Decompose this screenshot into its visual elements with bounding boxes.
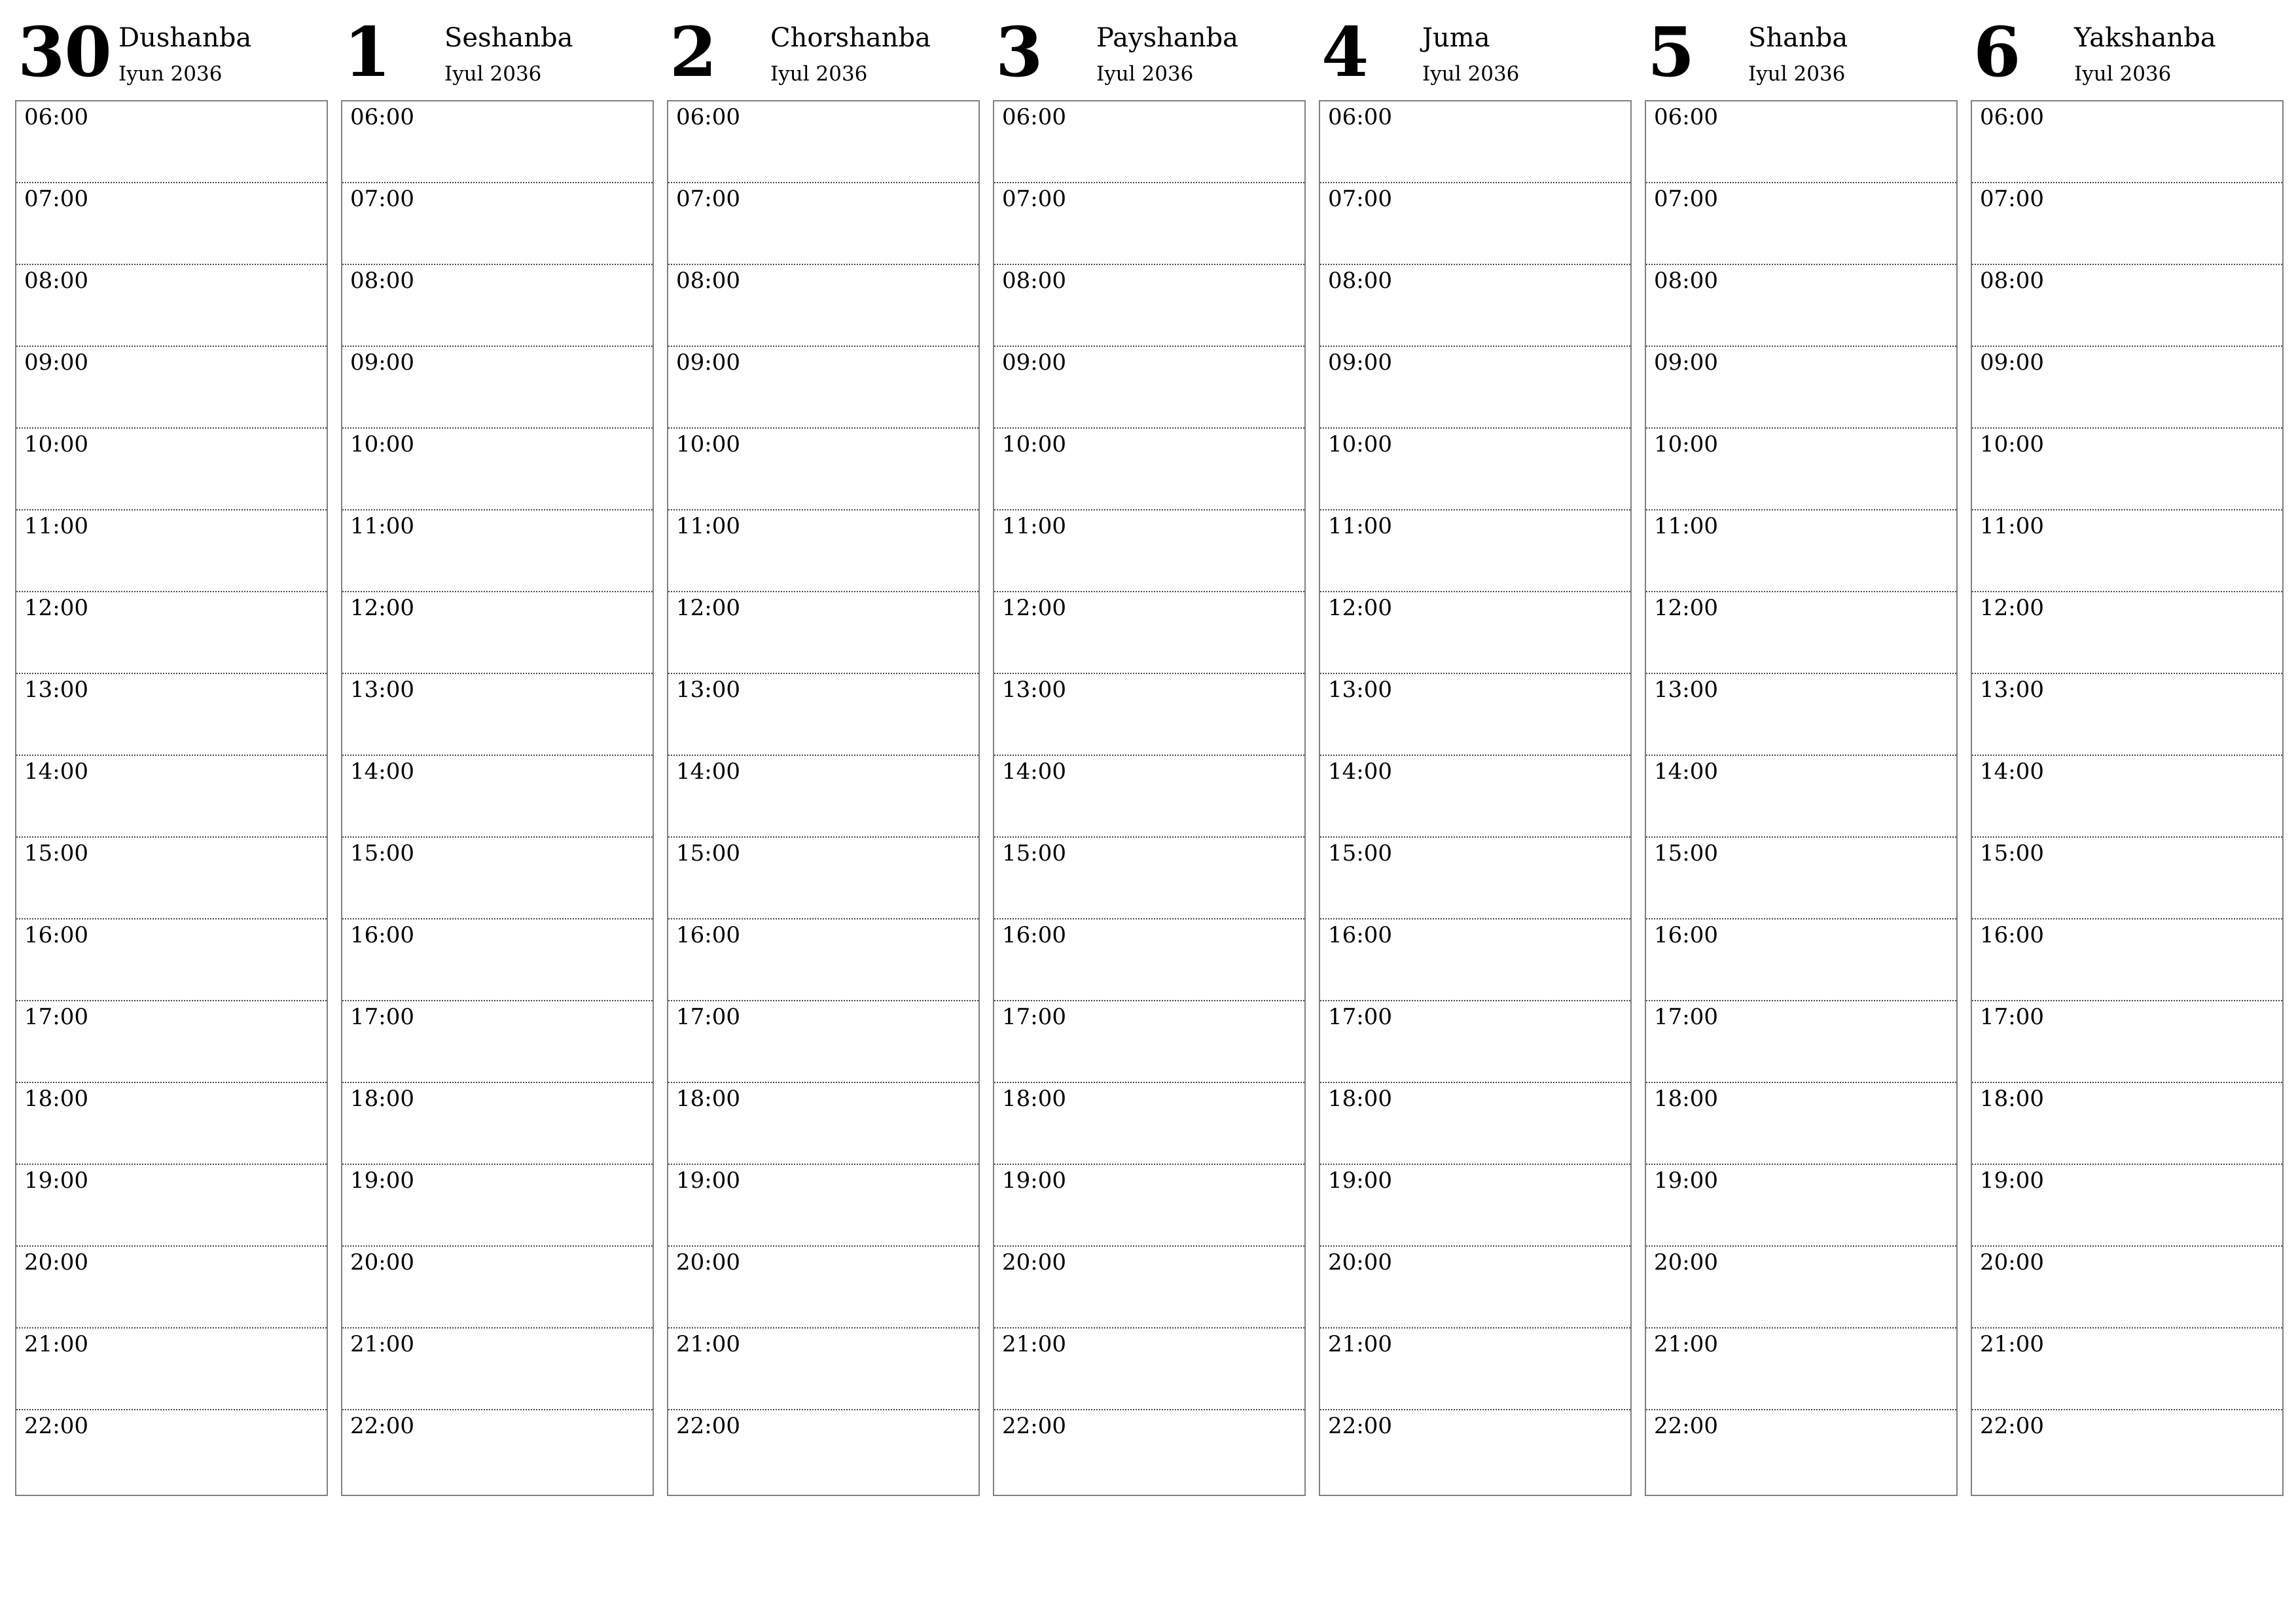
time-slot xyxy=(668,1083,978,1165)
weekday-name: Yakshanba xyxy=(2074,23,2216,53)
time-label: 15:00 xyxy=(1980,840,2044,866)
day-number: 3 xyxy=(996,12,1043,92)
time-slot xyxy=(668,1001,978,1083)
time-slot xyxy=(1972,1410,2282,1492)
time-slot xyxy=(1972,1247,2282,1329)
day-column xyxy=(1645,0,1958,1439)
time-label: 17:00 xyxy=(24,1004,88,1030)
time-label: 13:00 xyxy=(676,677,740,703)
time-slot xyxy=(1972,919,2282,1001)
time-slot xyxy=(16,674,327,756)
time-label: 22:00 xyxy=(350,1413,414,1439)
time-slot xyxy=(1646,1247,1956,1329)
time-label: 10:00 xyxy=(1980,431,2044,457)
day-schedule-box xyxy=(993,100,1306,1496)
time-slot xyxy=(16,1083,327,1165)
time-label: 07:00 xyxy=(350,186,414,212)
time-slot xyxy=(16,592,327,674)
time-slot xyxy=(1972,1001,2282,1083)
time-slot xyxy=(1646,1329,1956,1410)
month-year: Iyul 2036 xyxy=(444,62,542,86)
month-year: Iyul 2036 xyxy=(1422,62,1520,86)
time-slot xyxy=(342,756,653,838)
time-label: 21:00 xyxy=(676,1331,740,1357)
time-label: 12:00 xyxy=(24,595,88,621)
time-slot xyxy=(1320,756,1630,838)
time-slot xyxy=(16,838,327,919)
time-slot xyxy=(668,838,978,919)
time-slot xyxy=(1646,347,1956,429)
time-label: 17:00 xyxy=(1328,1004,1392,1030)
time-label: 16:00 xyxy=(1654,922,1718,948)
day-number: 6 xyxy=(1973,12,2020,92)
time-label: 08:00 xyxy=(350,268,414,294)
time-slot xyxy=(994,1410,1304,1492)
time-label: 11:00 xyxy=(1002,513,1066,539)
time-label: 13:00 xyxy=(1654,677,1718,703)
time-slot xyxy=(342,1329,653,1410)
time-slot xyxy=(16,101,327,183)
time-slot xyxy=(342,101,653,183)
time-slot xyxy=(16,1247,327,1329)
day-header xyxy=(1645,0,1958,100)
time-label: 09:00 xyxy=(1328,349,1392,376)
time-slot xyxy=(1320,592,1630,674)
time-slot xyxy=(342,838,653,919)
time-label: 06:00 xyxy=(1328,104,1392,130)
time-slot xyxy=(1646,1165,1956,1247)
time-label: 17:00 xyxy=(1002,1004,1066,1030)
time-slot xyxy=(994,347,1304,429)
time-label: 21:00 xyxy=(1654,1331,1718,1357)
time-label: 06:00 xyxy=(1654,104,1718,130)
time-slot xyxy=(1320,1001,1630,1083)
time-label: 14:00 xyxy=(1002,758,1066,785)
time-slot xyxy=(16,1329,327,1410)
time-label: 07:00 xyxy=(1980,186,2044,212)
day-column xyxy=(341,0,654,1439)
time-label: 14:00 xyxy=(350,758,414,785)
time-label: 12:00 xyxy=(676,595,740,621)
time-label: 09:00 xyxy=(24,349,88,376)
day-number: 5 xyxy=(1647,12,1695,92)
time-slot xyxy=(668,1165,978,1247)
time-label: 20:00 xyxy=(24,1249,88,1275)
time-label: 17:00 xyxy=(1654,1004,1718,1030)
time-label: 13:00 xyxy=(1328,677,1392,703)
day-column xyxy=(993,0,1306,1439)
time-slot xyxy=(994,429,1304,510)
time-slot xyxy=(1646,919,1956,1001)
time-label: 13:00 xyxy=(1002,677,1066,703)
time-label: 19:00 xyxy=(676,1168,740,1194)
day-number: 4 xyxy=(1321,12,1369,92)
month-year: Iyul 2036 xyxy=(1096,62,1194,86)
time-slot xyxy=(994,756,1304,838)
time-label: 22:00 xyxy=(676,1413,740,1439)
time-label: 19:00 xyxy=(1980,1168,2044,1194)
time-label: 09:00 xyxy=(1002,349,1066,376)
time-slot xyxy=(1646,838,1956,919)
time-slot xyxy=(1320,1329,1630,1410)
time-slot xyxy=(1646,510,1956,592)
time-slot xyxy=(16,756,327,838)
time-label: 15:00 xyxy=(24,840,88,866)
time-label: 15:00 xyxy=(1654,840,1718,866)
time-label: 11:00 xyxy=(350,513,414,539)
time-slot xyxy=(1646,183,1956,265)
day-number: 30 xyxy=(18,12,111,92)
time-label: 06:00 xyxy=(350,104,414,130)
time-label: 18:00 xyxy=(1980,1086,2044,1112)
time-label: 07:00 xyxy=(1654,186,1718,212)
time-slot xyxy=(342,183,653,265)
time-slot xyxy=(1320,674,1630,756)
time-label: 11:00 xyxy=(24,513,88,539)
time-slot xyxy=(342,1083,653,1165)
day-schedule-box xyxy=(341,100,654,1496)
day-column xyxy=(1971,0,2284,1439)
time-label: 11:00 xyxy=(1980,513,2044,539)
time-label: 15:00 xyxy=(676,840,740,866)
time-label: 16:00 xyxy=(1328,922,1392,948)
time-slot xyxy=(1972,347,2282,429)
time-slot xyxy=(1646,674,1956,756)
time-label: 14:00 xyxy=(1654,758,1718,785)
day-schedule-box xyxy=(15,100,328,1496)
weekday-name: Dushanba xyxy=(118,23,252,53)
day-header xyxy=(1971,0,2284,100)
time-slot xyxy=(1972,1165,2282,1247)
time-label: 19:00 xyxy=(24,1168,88,1194)
time-label: 22:00 xyxy=(1980,1413,2044,1439)
weekday-name: Payshanba xyxy=(1096,23,1238,53)
time-label: 22:00 xyxy=(1002,1413,1066,1439)
time-label: 06:00 xyxy=(676,104,740,130)
month-year: Iyul 2036 xyxy=(1748,62,1846,86)
time-label: 12:00 xyxy=(1328,595,1392,621)
time-label: 19:00 xyxy=(1328,1168,1392,1194)
time-slot xyxy=(1972,838,2282,919)
weekday-name: Seshanba xyxy=(444,23,573,53)
time-slot xyxy=(342,1001,653,1083)
time-slot xyxy=(994,674,1304,756)
time-label: 08:00 xyxy=(1980,268,2044,294)
time-label: 14:00 xyxy=(24,758,88,785)
time-label: 08:00 xyxy=(1328,268,1392,294)
time-slot xyxy=(994,510,1304,592)
day-schedule-box xyxy=(1971,100,2284,1496)
time-slot xyxy=(668,510,978,592)
time-slot xyxy=(342,265,653,347)
time-slot xyxy=(668,429,978,510)
time-slot xyxy=(342,674,653,756)
time-slot xyxy=(668,756,978,838)
time-slot xyxy=(16,429,327,510)
time-label: 09:00 xyxy=(350,349,414,376)
weekly-planner xyxy=(15,0,2293,1505)
time-label: 19:00 xyxy=(1654,1168,1718,1194)
time-label: 07:00 xyxy=(1002,186,1066,212)
time-slot xyxy=(16,510,327,592)
time-label: 20:00 xyxy=(1654,1249,1718,1275)
time-slot xyxy=(994,919,1304,1001)
time-slot xyxy=(16,265,327,347)
time-slot xyxy=(994,265,1304,347)
time-label: 08:00 xyxy=(24,268,88,294)
time-label: 21:00 xyxy=(1328,1331,1392,1357)
time-label: 11:00 xyxy=(676,513,740,539)
time-slot xyxy=(342,429,653,510)
time-label: 06:00 xyxy=(24,104,88,130)
time-slot xyxy=(1972,1329,2282,1410)
time-label: 14:00 xyxy=(1980,758,2044,785)
time-slot xyxy=(668,347,978,429)
time-label: 06:00 xyxy=(1980,104,2044,130)
time-slot xyxy=(668,101,978,183)
time-slot xyxy=(342,592,653,674)
time-slot xyxy=(1646,592,1956,674)
time-slot xyxy=(342,1247,653,1329)
time-label: 20:00 xyxy=(350,1249,414,1275)
weekday-name: Juma xyxy=(1422,23,1490,53)
time-slot xyxy=(1320,1083,1630,1165)
time-slot xyxy=(1646,1001,1956,1083)
time-slot xyxy=(994,1165,1304,1247)
time-label: 10:00 xyxy=(1002,431,1066,457)
day-header xyxy=(15,0,328,100)
time-label: 07:00 xyxy=(24,186,88,212)
time-slot xyxy=(668,1247,978,1329)
time-label: 16:00 xyxy=(24,922,88,948)
time-slot xyxy=(1972,1083,2282,1165)
time-slot xyxy=(1972,510,2282,592)
time-label: 22:00 xyxy=(24,1413,88,1439)
time-slot xyxy=(1646,756,1956,838)
day-number: 1 xyxy=(344,12,391,92)
time-slot xyxy=(994,838,1304,919)
time-slot xyxy=(668,183,978,265)
time-label: 20:00 xyxy=(676,1249,740,1275)
day-header xyxy=(341,0,654,100)
time-label: 12:00 xyxy=(1002,595,1066,621)
time-slot xyxy=(1646,265,1956,347)
time-label: 07:00 xyxy=(1328,186,1392,212)
time-slot xyxy=(16,919,327,1001)
day-column xyxy=(1319,0,1632,1439)
time-label: 22:00 xyxy=(1654,1413,1718,1439)
time-label: 07:00 xyxy=(676,186,740,212)
time-label: 17:00 xyxy=(350,1004,414,1030)
time-label: 16:00 xyxy=(1002,922,1066,948)
time-label: 21:00 xyxy=(350,1331,414,1357)
time-slot xyxy=(1972,429,2282,510)
time-slot xyxy=(1646,1083,1956,1165)
time-label: 10:00 xyxy=(1328,431,1392,457)
day-column xyxy=(667,0,980,1439)
time-label: 18:00 xyxy=(1002,1086,1066,1112)
time-label: 12:00 xyxy=(350,595,414,621)
time-slot xyxy=(1320,101,1630,183)
time-slot xyxy=(668,1410,978,1492)
time-label: 11:00 xyxy=(1328,513,1392,539)
time-label: 22:00 xyxy=(1328,1413,1392,1439)
day-schedule-box xyxy=(667,100,980,1496)
time-label: 21:00 xyxy=(24,1331,88,1357)
time-slot xyxy=(1320,838,1630,919)
day-schedule-box xyxy=(1645,100,1958,1496)
time-slot xyxy=(1646,101,1956,183)
month-year: Iyun 2036 xyxy=(118,62,223,86)
time-slot xyxy=(1320,510,1630,592)
time-label: 13:00 xyxy=(350,677,414,703)
time-label: 17:00 xyxy=(676,1004,740,1030)
month-year: Iyul 2036 xyxy=(770,62,868,86)
time-slot xyxy=(16,347,327,429)
time-slot xyxy=(994,1329,1304,1410)
time-slot xyxy=(668,265,978,347)
time-slot xyxy=(342,510,653,592)
time-label: 13:00 xyxy=(1980,677,2044,703)
time-slot xyxy=(994,183,1304,265)
time-label: 10:00 xyxy=(676,431,740,457)
time-label: 14:00 xyxy=(676,758,740,785)
time-label: 06:00 xyxy=(1002,104,1066,130)
time-label: 19:00 xyxy=(1002,1168,1066,1194)
time-label: 15:00 xyxy=(1002,840,1066,866)
time-label: 21:00 xyxy=(1002,1331,1066,1357)
time-label: 18:00 xyxy=(24,1086,88,1112)
time-label: 15:00 xyxy=(350,840,414,866)
time-label: 13:00 xyxy=(24,677,88,703)
day-column xyxy=(15,0,328,1439)
time-label: 16:00 xyxy=(1980,922,2044,948)
month-year: Iyul 2036 xyxy=(2074,62,2172,86)
time-label: 10:00 xyxy=(24,431,88,457)
time-slot xyxy=(994,101,1304,183)
weekday-name: Shanba xyxy=(1748,23,1848,53)
time-label: 14:00 xyxy=(1328,758,1392,785)
time-label: 11:00 xyxy=(1654,513,1718,539)
time-slot xyxy=(1320,1410,1630,1492)
time-slot xyxy=(1646,1410,1956,1492)
time-slot xyxy=(668,1329,978,1410)
time-label: 18:00 xyxy=(1654,1086,1718,1112)
time-label: 18:00 xyxy=(350,1086,414,1112)
time-slot xyxy=(342,919,653,1001)
time-slot xyxy=(1320,429,1630,510)
time-slot xyxy=(16,1165,327,1247)
time-label: 08:00 xyxy=(676,268,740,294)
day-number: 2 xyxy=(670,12,717,92)
time-slot xyxy=(668,674,978,756)
weekday-name: Chorshanba xyxy=(770,23,931,53)
time-slot xyxy=(1320,265,1630,347)
time-slot xyxy=(16,1410,327,1492)
time-slot xyxy=(668,919,978,1001)
time-label: 08:00 xyxy=(1002,268,1066,294)
day-header xyxy=(667,0,980,100)
time-slot xyxy=(1972,756,2282,838)
time-label: 12:00 xyxy=(1980,595,2044,621)
time-slot xyxy=(1320,347,1630,429)
time-slot xyxy=(1972,265,2282,347)
time-slot xyxy=(1320,1165,1630,1247)
time-slot xyxy=(342,1410,653,1492)
time-label: 12:00 xyxy=(1654,595,1718,621)
time-slot xyxy=(16,1001,327,1083)
time-slot xyxy=(1972,101,2282,183)
time-slot xyxy=(342,347,653,429)
time-slot xyxy=(1972,592,2282,674)
time-label: 20:00 xyxy=(1002,1249,1066,1275)
time-slot xyxy=(994,1001,1304,1083)
time-label: 10:00 xyxy=(350,431,414,457)
time-label: 19:00 xyxy=(350,1168,414,1194)
time-label: 18:00 xyxy=(676,1086,740,1112)
time-label: 17:00 xyxy=(1980,1004,2044,1030)
time-slot xyxy=(994,1247,1304,1329)
time-label: 20:00 xyxy=(1980,1249,2044,1275)
time-label: 09:00 xyxy=(1980,349,2044,376)
time-slot xyxy=(1320,919,1630,1001)
time-slot xyxy=(668,592,978,674)
time-slot xyxy=(994,592,1304,674)
time-label: 09:00 xyxy=(676,349,740,376)
time-label: 08:00 xyxy=(1654,268,1718,294)
time-label: 09:00 xyxy=(1654,349,1718,376)
time-label: 10:00 xyxy=(1654,431,1718,457)
time-label: 16:00 xyxy=(350,922,414,948)
time-slot xyxy=(1972,183,2282,265)
time-slot xyxy=(1646,429,1956,510)
time-label: 16:00 xyxy=(676,922,740,948)
time-label: 15:00 xyxy=(1328,840,1392,866)
time-slot xyxy=(1320,1247,1630,1329)
time-slot xyxy=(1972,674,2282,756)
time-slot xyxy=(16,183,327,265)
time-slot xyxy=(1320,183,1630,265)
time-label: 20:00 xyxy=(1328,1249,1392,1275)
time-slot xyxy=(994,1083,1304,1165)
time-label: 21:00 xyxy=(1980,1331,2044,1357)
time-slot xyxy=(342,1165,653,1247)
day-schedule-box xyxy=(1319,100,1632,1496)
time-label: 18:00 xyxy=(1328,1086,1392,1112)
day-header xyxy=(1319,0,1632,100)
day-header xyxy=(993,0,1306,100)
